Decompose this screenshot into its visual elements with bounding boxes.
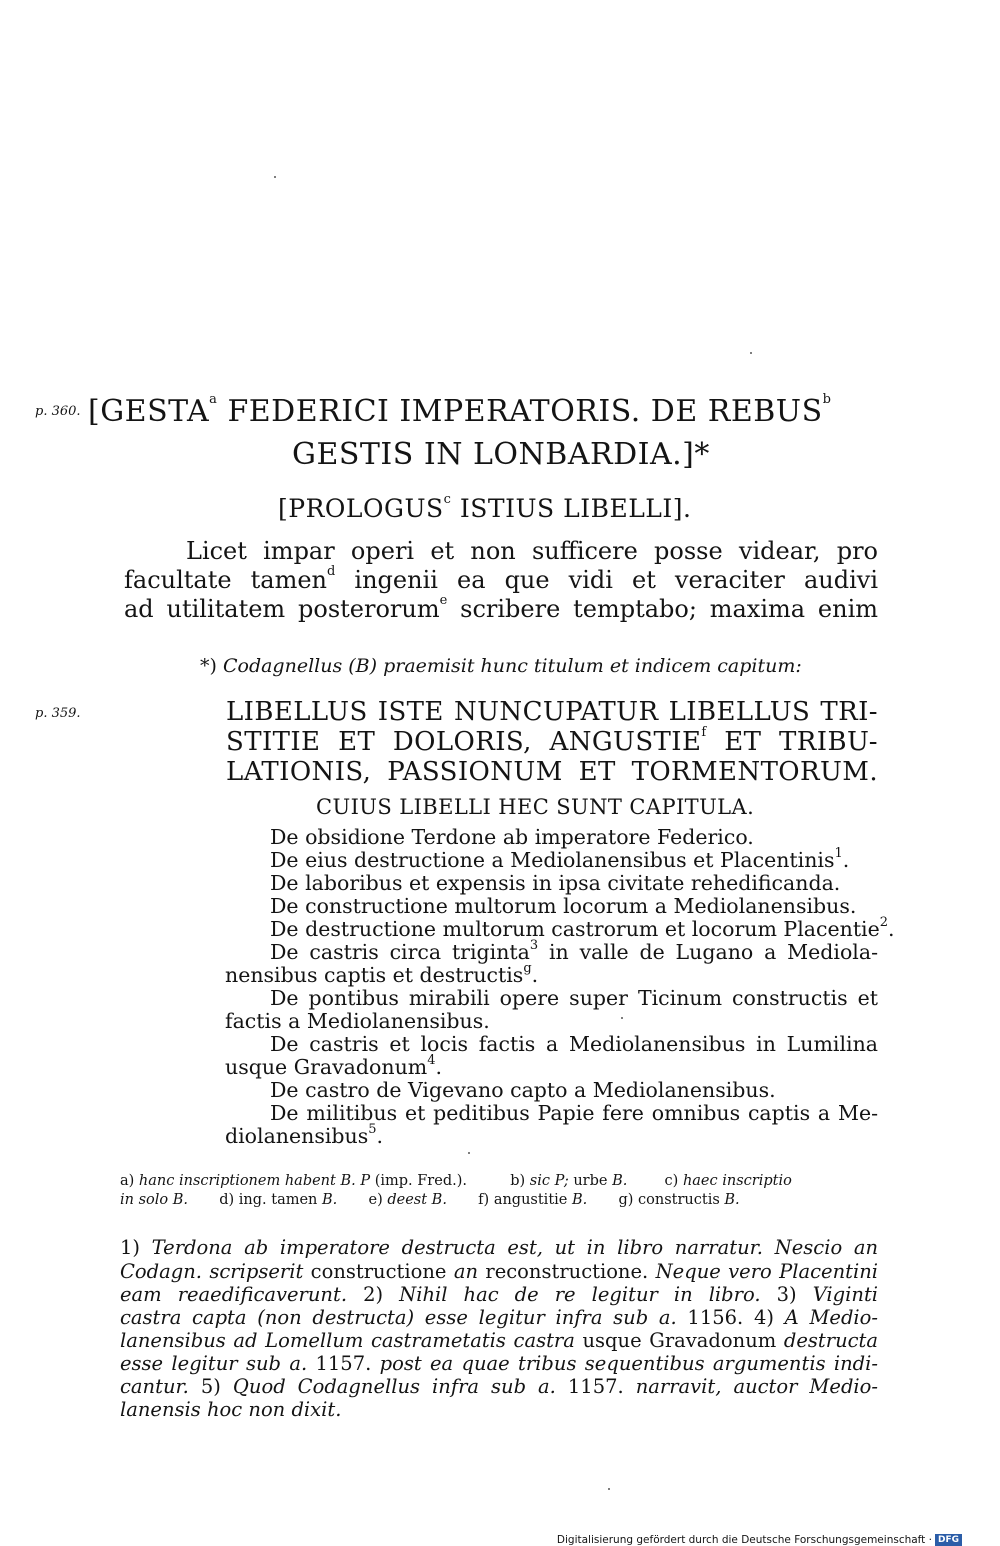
note-text: B. [571, 1192, 588, 1208]
note-text: B. [724, 1192, 740, 1208]
chapter-item-continued [225, 963, 538, 987]
critical-apparatus-line [120, 1192, 740, 1208]
note-text: hanc inscriptionem habent B. P [138, 1173, 371, 1189]
note-text: lanensis hoc non dixit. [120, 1398, 342, 1421]
chapter-item: De pontibus mirabili opere super Ticinum constructis et [270, 986, 878, 1010]
footnote-marker: 1 [834, 846, 843, 861]
text: . [435, 1055, 443, 1079]
text: scribere temptabo; maxima enim [460, 595, 878, 623]
digitization-credit [557, 1534, 962, 1546]
dfg-logo-icon: DFG [935, 1534, 962, 1546]
chapter-item [270, 917, 895, 941]
chapter-item: De constructione multorum locorum a Mediolanensibus. [270, 894, 857, 918]
chapter-item-continued [225, 1055, 442, 1079]
text: . [376, 1124, 384, 1148]
note-text: 1157. [567, 1375, 624, 1398]
chapter-item-continued [225, 1124, 383, 1148]
footnote-marker: f [701, 725, 707, 740]
text: De castris circa triginta [270, 940, 530, 964]
note-text: Nescio an [774, 1236, 879, 1259]
note-text: deest B. [387, 1192, 447, 1208]
note-text: Viginti [812, 1283, 879, 1306]
footnote-marker: 5 [368, 1122, 377, 1137]
credit-text: Digitalisierung gefördert durch die Deutsche Forschungsgemeinschaft · [556, 1534, 932, 1546]
commentary-line [120, 1306, 878, 1329]
note-text: ing. tamen [238, 1192, 318, 1208]
note-text: A Medio- [784, 1306, 879, 1329]
capitula-heading: CUIUS LIBELLI HEC SUNT CAPITULA. [316, 795, 755, 819]
footnote-marker: 3 [529, 938, 539, 953]
chapter-item-continued: factis a Mediolanensibus. [225, 1009, 490, 1033]
chapter-item [270, 940, 878, 964]
chapter-item: De obsidione Terdone ab imperatore Federico. [270, 825, 754, 849]
title-text: [PROLOGUS [278, 494, 444, 523]
body-line: Licet impar operi et non sufficere posse videar, pro [186, 537, 878, 565]
text: facultate tamen [124, 566, 328, 594]
chapter-item: De castris et locis factis a Mediolanensibus in Lumilina [270, 1032, 878, 1056]
text: diolanensibus [225, 1124, 369, 1148]
note-label: c) [664, 1173, 679, 1189]
commentary-line [120, 1329, 878, 1352]
prologue-title [278, 494, 691, 523]
footnote-marker: c [443, 492, 452, 507]
note-text: narravit, auctor Medio- [635, 1375, 878, 1398]
note-text: reconstructione. [485, 1260, 649, 1283]
commentary-line [120, 1236, 878, 1259]
note-label: g) [618, 1192, 634, 1208]
note-text: B. [322, 1192, 338, 1208]
note-text: esse legitur sub a. [120, 1352, 308, 1375]
footnote-marker: a [209, 392, 218, 407]
note-text: Quod Codagnellus infra sub a. [232, 1375, 556, 1398]
commentary-line [120, 1375, 878, 1398]
note-text: Neque vero Placentini [655, 1260, 879, 1283]
footnote-marker: 4 [427, 1053, 436, 1068]
note-label: 4) [753, 1306, 774, 1329]
margin-page-ref: p. 360. [35, 404, 81, 419]
note-text: Codagn. scripserit [120, 1260, 304, 1283]
note-text: an [453, 1260, 479, 1283]
body-line [124, 566, 878, 594]
note-text: lanensibus ad Lomellum castrametatis castra [120, 1329, 575, 1352]
text: STITIE ET DOLORIS, ANGUSTIE [226, 727, 702, 757]
scan-speck [274, 176, 276, 178]
commentary-line [120, 1398, 878, 1421]
note-text: in solo B. [120, 1192, 188, 1208]
note-text: sic P; [529, 1173, 569, 1189]
note-text: urbe [573, 1173, 608, 1189]
note-text: cantur. [120, 1375, 189, 1398]
title-text: [GESTA [88, 394, 210, 429]
note-text: Codagnellus (B) praemisit hunc titulum et indicem capitum: [222, 655, 802, 677]
note-label: 2) [363, 1283, 384, 1306]
chapter-item: De castro de Vigevano capto a Mediolanensibus. [270, 1078, 776, 1102]
scan-speck [608, 1488, 610, 1490]
text: . [842, 848, 850, 872]
note-text: castra capta (non destructa) esse legitur infra sub a. [120, 1306, 677, 1329]
note-text: haec inscriptio [682, 1173, 792, 1189]
note-text: eam reaedificaverunt. [120, 1283, 348, 1306]
chapter-item [270, 848, 849, 872]
note-text: usque Gravadonum [582, 1329, 777, 1352]
note-text: Terdona ab imperatore destructa est, ut in libro narratur. [151, 1236, 764, 1259]
commentary-line [120, 1260, 878, 1283]
footnote-marker: b [822, 392, 832, 407]
editorial-note [200, 655, 802, 677]
note-text: (imp. Fred.). [374, 1173, 467, 1189]
title-text: FEDERICI IMPERATORIS. DE REBUS [227, 394, 823, 429]
text: ET TRIBU- [724, 727, 878, 757]
margin-page-ref: p. 359. [35, 706, 81, 721]
critical-apparatus-line [120, 1173, 792, 1189]
title-text: ISTIUS LIBELLI]. [459, 494, 692, 523]
note-text: 1156. [687, 1306, 744, 1329]
note-text: constructis [638, 1192, 720, 1208]
note-label: b) [510, 1173, 526, 1189]
footnote-marker: 2 [879, 915, 889, 930]
chapter-item: De militibus et peditibus Papie fere omnibus captis a Me- [270, 1101, 878, 1125]
text: ad utilitatem posterorum [124, 595, 440, 623]
commentary-line [120, 1352, 878, 1375]
scan-speck [750, 352, 752, 354]
footnote-marker: e [439, 593, 448, 608]
text: . [531, 963, 539, 987]
text: in valle de Lugano a Mediola- [549, 940, 878, 964]
note-label: 3) [776, 1283, 797, 1306]
body-line [124, 595, 878, 623]
note-marker: *) [200, 655, 217, 677]
libellus-title-line [226, 727, 878, 757]
text: De destructione multorum castrorum et locorum Placentie [270, 917, 880, 941]
text: ingenii ea que vidi et veraciter audivi [354, 566, 878, 594]
commentary-line [120, 1283, 878, 1306]
text: De eius destructione a Mediolanensibus et Placentinis [270, 848, 835, 872]
note-label: 5) [200, 1375, 221, 1398]
main-title-line-1 [88, 394, 831, 429]
note-label: f) [478, 1192, 490, 1208]
note-text: B. [612, 1173, 628, 1189]
footnote-marker: g [523, 961, 532, 976]
note-text: destructa [783, 1329, 879, 1352]
text: . [888, 917, 895, 941]
chapter-item: De laboribus et expensis in ipsa civitate rehedificanda. [270, 871, 841, 895]
note-text: Nihil hac de re legitur in libro. [399, 1283, 761, 1306]
note-text: angustitie [493, 1192, 568, 1208]
note-text: 1157. [315, 1352, 372, 1375]
note-text: post ea quae tribus sequentibus argumentis indi- [379, 1352, 878, 1375]
note-label: e) [368, 1192, 383, 1208]
note-label: a) [120, 1173, 135, 1189]
scan-speck [468, 1152, 470, 1154]
text: nensibus captis et destructis [225, 963, 524, 987]
note-label: d) [219, 1192, 235, 1208]
note-label: 1) [120, 1236, 141, 1259]
libellus-title-line: LIBELLUS ISTE NUNCUPATUR LIBELLUS TRI- [226, 697, 878, 727]
text: usque Gravadonum [225, 1055, 428, 1079]
scan-speck [621, 1017, 623, 1019]
main-title-line-2: GESTIS IN LONBARDIA.]* [292, 437, 710, 472]
libellus-title-line: LATIONIS, PASSIONUM ET TORMENTORUM. [226, 757, 878, 787]
note-text: constructione [310, 1260, 447, 1283]
footnote-marker: d [327, 564, 336, 579]
